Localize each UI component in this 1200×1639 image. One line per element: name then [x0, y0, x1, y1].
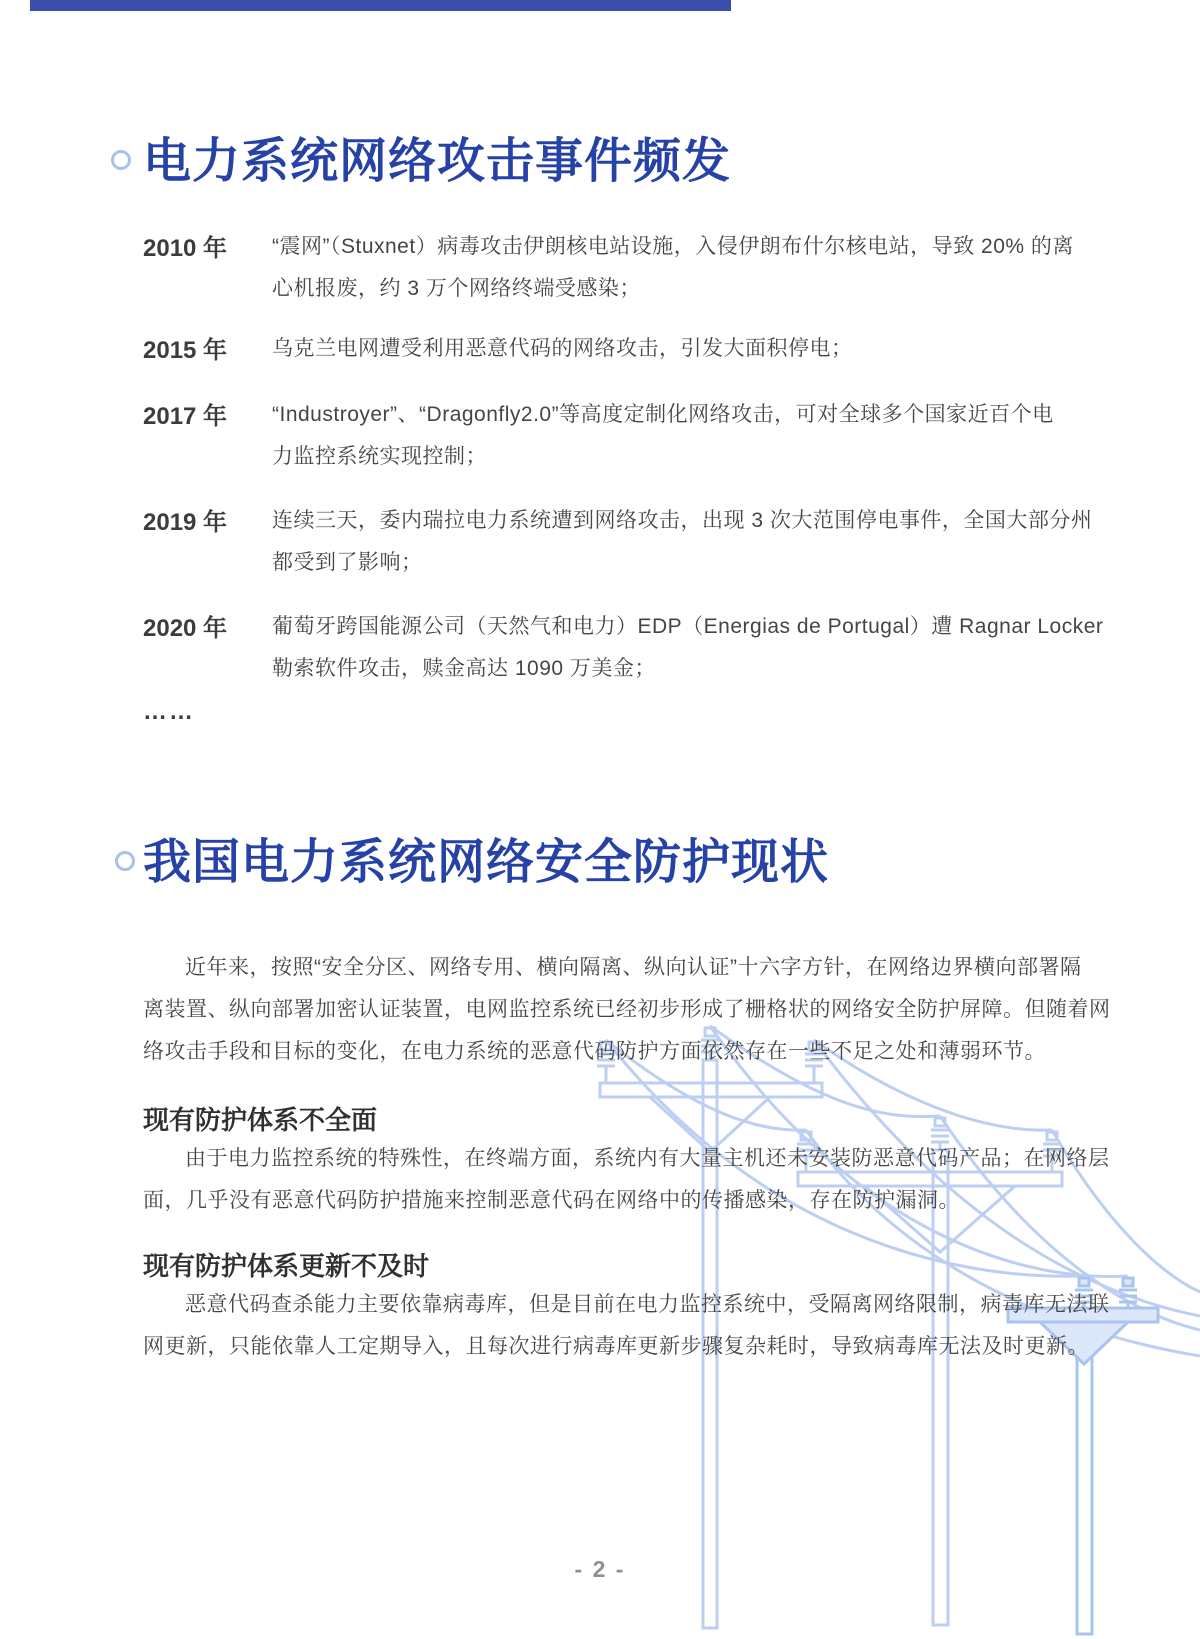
section1-title: 电力系统网络攻击事件频发	[143, 135, 732, 188]
section2-bullet-icon	[115, 851, 135, 871]
timeline-event-2020	[0, 608, 1200, 698]
timeline-year: 2017 年	[143, 403, 228, 430]
subsection-heading-coverage: 现有防护体系不全面	[143, 1105, 378, 1135]
timeline-text-line: 都受到了影响；	[272, 551, 423, 574]
timeline-text-line: 乌克兰电网遭受利用恶意代码的网络攻击，引发大面积停电；	[272, 337, 853, 360]
subsection-heading-updates: 现有防护体系更新不及时	[143, 1251, 430, 1281]
timeline-year: 2010 年	[143, 235, 228, 262]
section1-bullet-icon	[111, 150, 131, 170]
timeline-text-line: 力监控系统实现控制；	[272, 445, 487, 468]
timeline-event-2019	[0, 502, 1200, 592]
intro-paragraph-line: 离装置、纵向部署加密认证装置，电网监控系统已经初步形成了栅格状的网络安全防护屏障。但随着网	[143, 998, 1111, 1021]
subsection-paragraph-line: 面，几乎没有恶意代码防护措施来控制恶意代码在网络中的传播感染，存在防护漏洞。	[143, 1189, 960, 1212]
timeline-text-line: 心机报废，约 3 万个网络终端受感染；	[272, 277, 641, 300]
intro-paragraph-line: 近年来，按照“安全分区、网络专用、横向隔离、纵向认证”十六字方针，在网络边界横向部署隔	[185, 956, 1082, 979]
timeline-year: 2020 年	[143, 615, 228, 642]
timeline-ellipsis: ……	[143, 698, 195, 725]
section2-title: 我国电力系统网络安全防护现状	[143, 836, 830, 889]
timeline-year: 2015 年	[143, 337, 228, 364]
timeline-event-2017	[0, 396, 1200, 486]
timeline-year: 2019 年	[143, 509, 228, 536]
timeline-event-2010	[0, 228, 1200, 318]
intro-paragraph-line: 络攻击手段和目标的变化，在电力系统的恶意代码防护方面依然存在一些不足之处和薄弱环节。	[143, 1040, 1046, 1063]
timeline-text-line: 勒索软件攻击，赎金高达 1090 万美金；	[272, 657, 656, 680]
subsection-paragraph-line: 恶意代码查杀能力主要依靠病毒库，但是目前在电力监控系统中，受隔离网络限制，病毒库无法联	[185, 1293, 1110, 1316]
subsection-paragraph-line: 网更新，只能依靠人工定期导入，且每次进行病毒库更新步骤复杂耗时，导致病毒库无法及时更新。	[143, 1335, 1089, 1358]
timeline-text-line: “Industroyer”、“Dragonfly2.0”等高度定制化网络攻击，可对全球多个国家近百个电	[272, 403, 1054, 426]
timeline-text-line: 连续三天，委内瑞拉电力系统遭到网络攻击，出现 3 次大范围停电事件，全国大部分州	[272, 509, 1093, 532]
subsection-paragraph-line: 由于电力监控系统的特殊性，在终端方面，系统内有大量主机还未安装防恶意代码产品；在网络层	[185, 1147, 1110, 1170]
page-number: - 2 -	[574, 1556, 626, 1582]
timeline-text-line: 葡萄牙跨国能源公司（天然气和电力）EDP（Energias de Portugal）遭 Ragnar Locker	[272, 615, 1104, 638]
timeline-text-line: “震网”（Stuxnet）病毒攻击伊朗核电站设施，入侵伊朗布什尔核电站，导致 20% 的离	[272, 235, 1074, 258]
top-accent-bar	[30, 0, 731, 11]
